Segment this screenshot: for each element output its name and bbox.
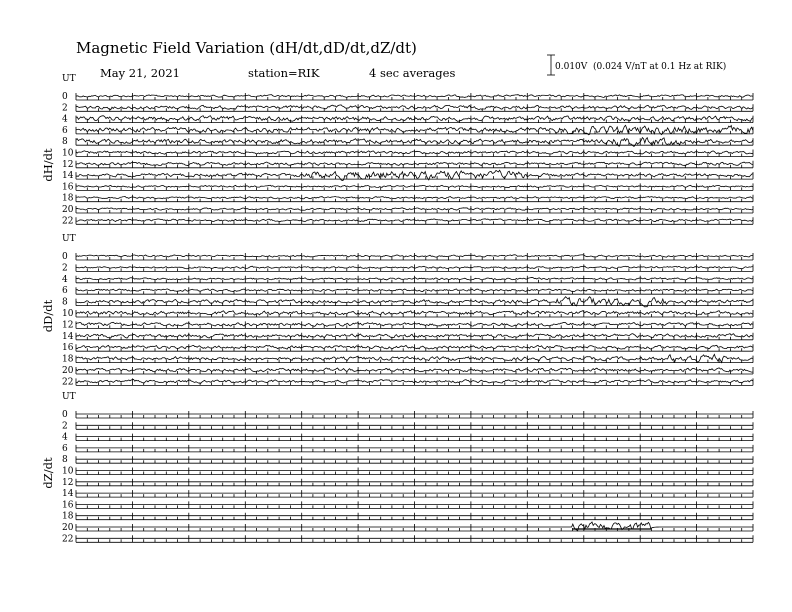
row-ticks <box>76 490 753 497</box>
trace-row <box>62 125 753 136</box>
row-hour-label: 2 <box>62 421 68 432</box>
trace-row <box>62 455 753 465</box>
row-ticks <box>76 411 753 418</box>
row-ticks <box>76 535 753 542</box>
trace-row <box>62 309 753 319</box>
row-hour-label: 12 <box>62 477 74 488</box>
trace-row <box>62 149 753 159</box>
row-hour-label: 4 <box>62 274 68 285</box>
trace-row <box>62 366 753 376</box>
row-hour-label: 14 <box>62 171 74 182</box>
trace-row <box>62 522 753 533</box>
row-hour-label: 0 <box>62 92 68 102</box>
row-ticks <box>76 434 753 441</box>
trace-row <box>62 182 753 192</box>
row-ticks <box>76 445 753 452</box>
row-ticks <box>76 479 753 486</box>
ut-label: UT <box>62 74 76 84</box>
row-hour-label: 20 <box>62 523 74 533</box>
row-hour-label: 10 <box>62 309 74 319</box>
scale-bar-note: (0.024 V/nT at 0.1 Hz at RIK) <box>593 62 727 72</box>
row-hour-label: 0 <box>62 410 68 420</box>
panel-ylabel: dH/dt <box>41 148 55 182</box>
row-hour-label: 22 <box>62 377 74 388</box>
trace-row <box>62 512 753 522</box>
row-ticks <box>76 513 753 520</box>
row-hour-label: 16 <box>62 500 74 511</box>
trace-row <box>62 286 753 296</box>
row-hour-label: 10 <box>62 148 74 159</box>
row-hour-label: 14 <box>62 331 74 342</box>
trace-row <box>62 137 753 147</box>
row-ticks <box>76 468 753 475</box>
trace-row <box>62 410 753 420</box>
panel-2 <box>41 392 753 544</box>
trace-row <box>62 377 753 387</box>
scale-bar-value: 0.010V <box>555 62 588 72</box>
panel-0 <box>41 74 753 226</box>
chart-title: Magnetic Field Variation (dH/dt,dD/dt,dZ/dt) <box>76 39 417 57</box>
row-hour-label: 8 <box>62 297 68 308</box>
row-hour-label: 16 <box>62 343 74 354</box>
row-ticks <box>76 310 753 317</box>
trace-row <box>62 332 753 342</box>
trace-row <box>62 297 753 308</box>
row-hour-label: 2 <box>62 103 68 114</box>
row-hour-label: 20 <box>62 366 74 376</box>
trace-row <box>62 354 753 364</box>
trace-row <box>62 170 753 181</box>
row-hour-label: 6 <box>62 125 68 136</box>
row-hour-label: 8 <box>62 137 68 148</box>
row-hour-label: 0 <box>62 252 68 262</box>
row-hour-label: 4 <box>62 432 68 443</box>
trace-row <box>62 320 753 330</box>
row-ticks <box>76 456 753 463</box>
trace-row <box>62 92 753 102</box>
panel-ylabel: dZ/dt <box>41 457 55 489</box>
row-hour-label: 16 <box>62 182 74 193</box>
date-label: May 21, 2021 <box>100 66 180 80</box>
trace-row <box>62 444 753 454</box>
trace-row <box>62 263 753 273</box>
trace-row <box>62 216 753 226</box>
trace-row <box>62 478 753 488</box>
trace-row <box>62 115 753 125</box>
row-hour-label: 10 <box>62 466 74 477</box>
trace-row <box>62 433 753 443</box>
row-hour-label: 4 <box>62 114 68 125</box>
trace-row <box>62 252 753 262</box>
row-hour-label: 2 <box>62 263 68 274</box>
trace-row <box>62 534 753 544</box>
row-hour-label: 12 <box>62 320 74 331</box>
row-hour-label: 22 <box>62 534 74 545</box>
trace-row <box>62 205 753 215</box>
row-hour-label: 18 <box>62 511 74 522</box>
panel-ylabel: dD/dt <box>41 299 55 333</box>
row-hour-label: 22 <box>62 216 74 227</box>
ut-label: UT <box>62 234 76 244</box>
row-hour-label: 6 <box>62 443 68 454</box>
station-label: station=RIK <box>248 66 320 80</box>
panel-1 <box>41 234 753 387</box>
row-hour-label: 18 <box>62 354 74 365</box>
row-hour-label: 8 <box>62 455 68 466</box>
trace-row <box>62 467 753 477</box>
panels <box>41 74 753 544</box>
ut-label: UT <box>62 392 76 402</box>
row-hour-label: 6 <box>62 286 68 297</box>
trace-row <box>62 194 753 204</box>
averaging-label: 4 sec averages <box>369 66 456 80</box>
row-hour-label: 14 <box>62 489 74 500</box>
trace-row <box>62 275 753 285</box>
row-hour-label: 12 <box>62 159 74 170</box>
row-hour-label: 18 <box>62 193 74 204</box>
trace-row <box>62 489 753 499</box>
trace-row <box>62 103 753 113</box>
row-ticks <box>76 501 753 508</box>
row-ticks <box>76 422 753 429</box>
trace-row <box>62 343 753 353</box>
scale-bar <box>547 55 726 75</box>
trace-row <box>62 421 753 431</box>
row-ticks <box>76 524 753 531</box>
trace-row <box>62 500 753 510</box>
trace-row <box>62 160 753 170</box>
row-ticks <box>76 253 753 260</box>
row-hour-label: 20 <box>62 205 74 215</box>
